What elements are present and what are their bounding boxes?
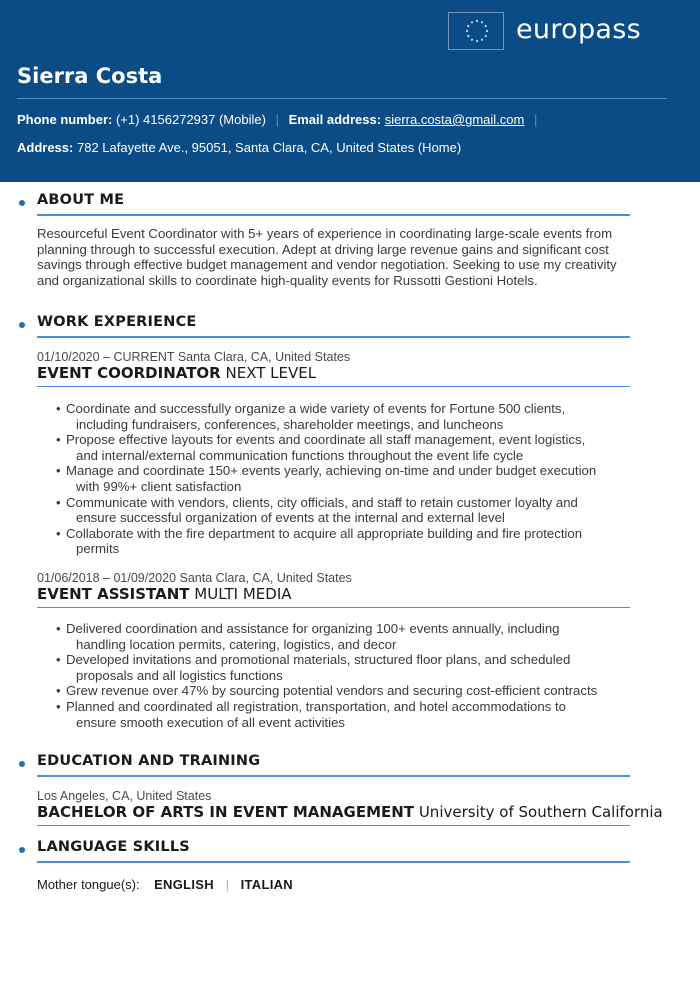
list-item: • Communicate with vendors, clients, city officials, and staff to retain customer loyalty and ensure successful organization of events at the internal and external level	[56, 494, 578, 526]
header-divider	[17, 98, 667, 99]
section-rule	[37, 861, 630, 863]
section-title: ABOUT ME	[37, 192, 125, 208]
list-item: • Collaborate with the fire department to acquire all appropriate building and fire protection permits	[56, 525, 583, 557]
job-meta: 01/10/2020 – CURRENT Santa Clara, CA, United States	[37, 350, 351, 364]
list-item: • Propose effective layouts for events and coordinate all staff management, event logistics, and internal/external communication functions throughout the event life cycle	[56, 432, 586, 463]
bullet-dot-icon	[19, 322, 25, 328]
school: University of Southern California	[418, 803, 663, 821]
address-row	[17, 140, 461, 155]
job-rule	[37, 607, 630, 608]
job-bullets	[56, 621, 636, 730]
mother-tongue-row	[37, 877, 293, 892]
about-text: Resourceful Event Coordinator with 5+ years of experience in coordinating large-scale events from planning through to successful execution. Adept at driving large revenue gains and significant cost savings through effective budget management and vendor negotiation. Seeking to use my creativity and organizational skills to coordinate high-quality events for Russotti Gestioni Hotels.	[37, 226, 617, 288]
section-rule	[37, 336, 630, 338]
bullet-dot-icon	[19, 847, 25, 853]
section-about	[17, 192, 630, 218]
separator: |	[275, 112, 279, 127]
phone-value: (+1) 4156272937 (Mobile)	[115, 112, 266, 127]
section-education	[17, 753, 630, 779]
eu-flag-icon	[448, 12, 504, 50]
section-work	[17, 314, 630, 340]
section-title: EDUCATION AND TRAINING	[37, 753, 261, 769]
job-title	[37, 585, 630, 603]
section-rule	[37, 775, 630, 777]
education-meta: Los Angeles, CA, United States	[37, 789, 212, 803]
address-label: Address:	[17, 140, 74, 155]
education-rule	[37, 825, 630, 826]
list-item: • Coordinate and successfully organize a wide variety of events for Fortune 500 clients, including fundraisers, conferences, shareholder meetings, and luncheons	[56, 401, 566, 432]
job-title	[37, 364, 630, 382]
address-value: 782 Lafayette Ave., 95051, Santa Clara, CA, United States (Home)	[76, 140, 462, 155]
section-title: WORK EXPERIENCE	[37, 314, 197, 330]
education-title	[37, 803, 663, 821]
europass-logo	[448, 12, 641, 52]
job-bullets	[56, 401, 636, 557]
job-employer: NEXT LEVEL	[225, 364, 317, 382]
email-link[interactable]: sierra.costa@gmail.com	[384, 112, 525, 127]
degree: BACHELOR OF ARTS IN EVENT MANAGEMENT	[37, 803, 415, 821]
bullet-dot-icon	[19, 200, 25, 206]
section-rule	[37, 214, 630, 216]
language-item: ENGLISH	[154, 877, 214, 892]
cv-header	[0, 0, 700, 182]
job-employer: MULTI MEDIA	[194, 585, 292, 603]
bullet-dot-icon	[19, 761, 25, 767]
list-item: • Delivered coordination and assistance for organizing 100+ events annually, including handling location permits, catering, logistics, and decor	[56, 621, 560, 652]
separator: |	[225, 877, 229, 892]
language-item: ITALIAN	[240, 877, 293, 892]
person-name: Sierra Costa	[17, 64, 163, 88]
mother-tongue-label: Mother tongue(s):	[37, 877, 140, 892]
logo-text: europass	[516, 14, 641, 45]
section-languages	[17, 839, 630, 865]
job-meta: 01/06/2018 – 01/09/2020 Santa Clara, CA, United States	[37, 571, 352, 585]
contact-row	[17, 112, 543, 127]
phone-label: Phone number:	[17, 112, 113, 127]
job-position: EVENT ASSISTANT	[37, 585, 190, 603]
list-item: • Grew revenue over 47% by sourcing potential vendors and securing cost-efficient contracts	[56, 683, 598, 699]
email-label: Email address:	[288, 112, 382, 127]
separator: |	[533, 112, 538, 127]
job-rule	[37, 386, 630, 387]
list-item: • Developed invitations and promotional materials, structured floor plans, and scheduled proposals and all logistics functions	[56, 652, 571, 683]
job-position: EVENT COORDINATOR	[37, 364, 221, 382]
list-item: • Manage and coordinate 150+ events yearly, achieving on-time and under budget execution with 99%+ client satisfaction	[56, 463, 597, 494]
section-title: LANGUAGE SKILLS	[37, 839, 190, 855]
list-item: • Planned and coordinated all registration, transportation, and hotel accommodations to ensure smooth execution of all event activities	[56, 698, 566, 730]
